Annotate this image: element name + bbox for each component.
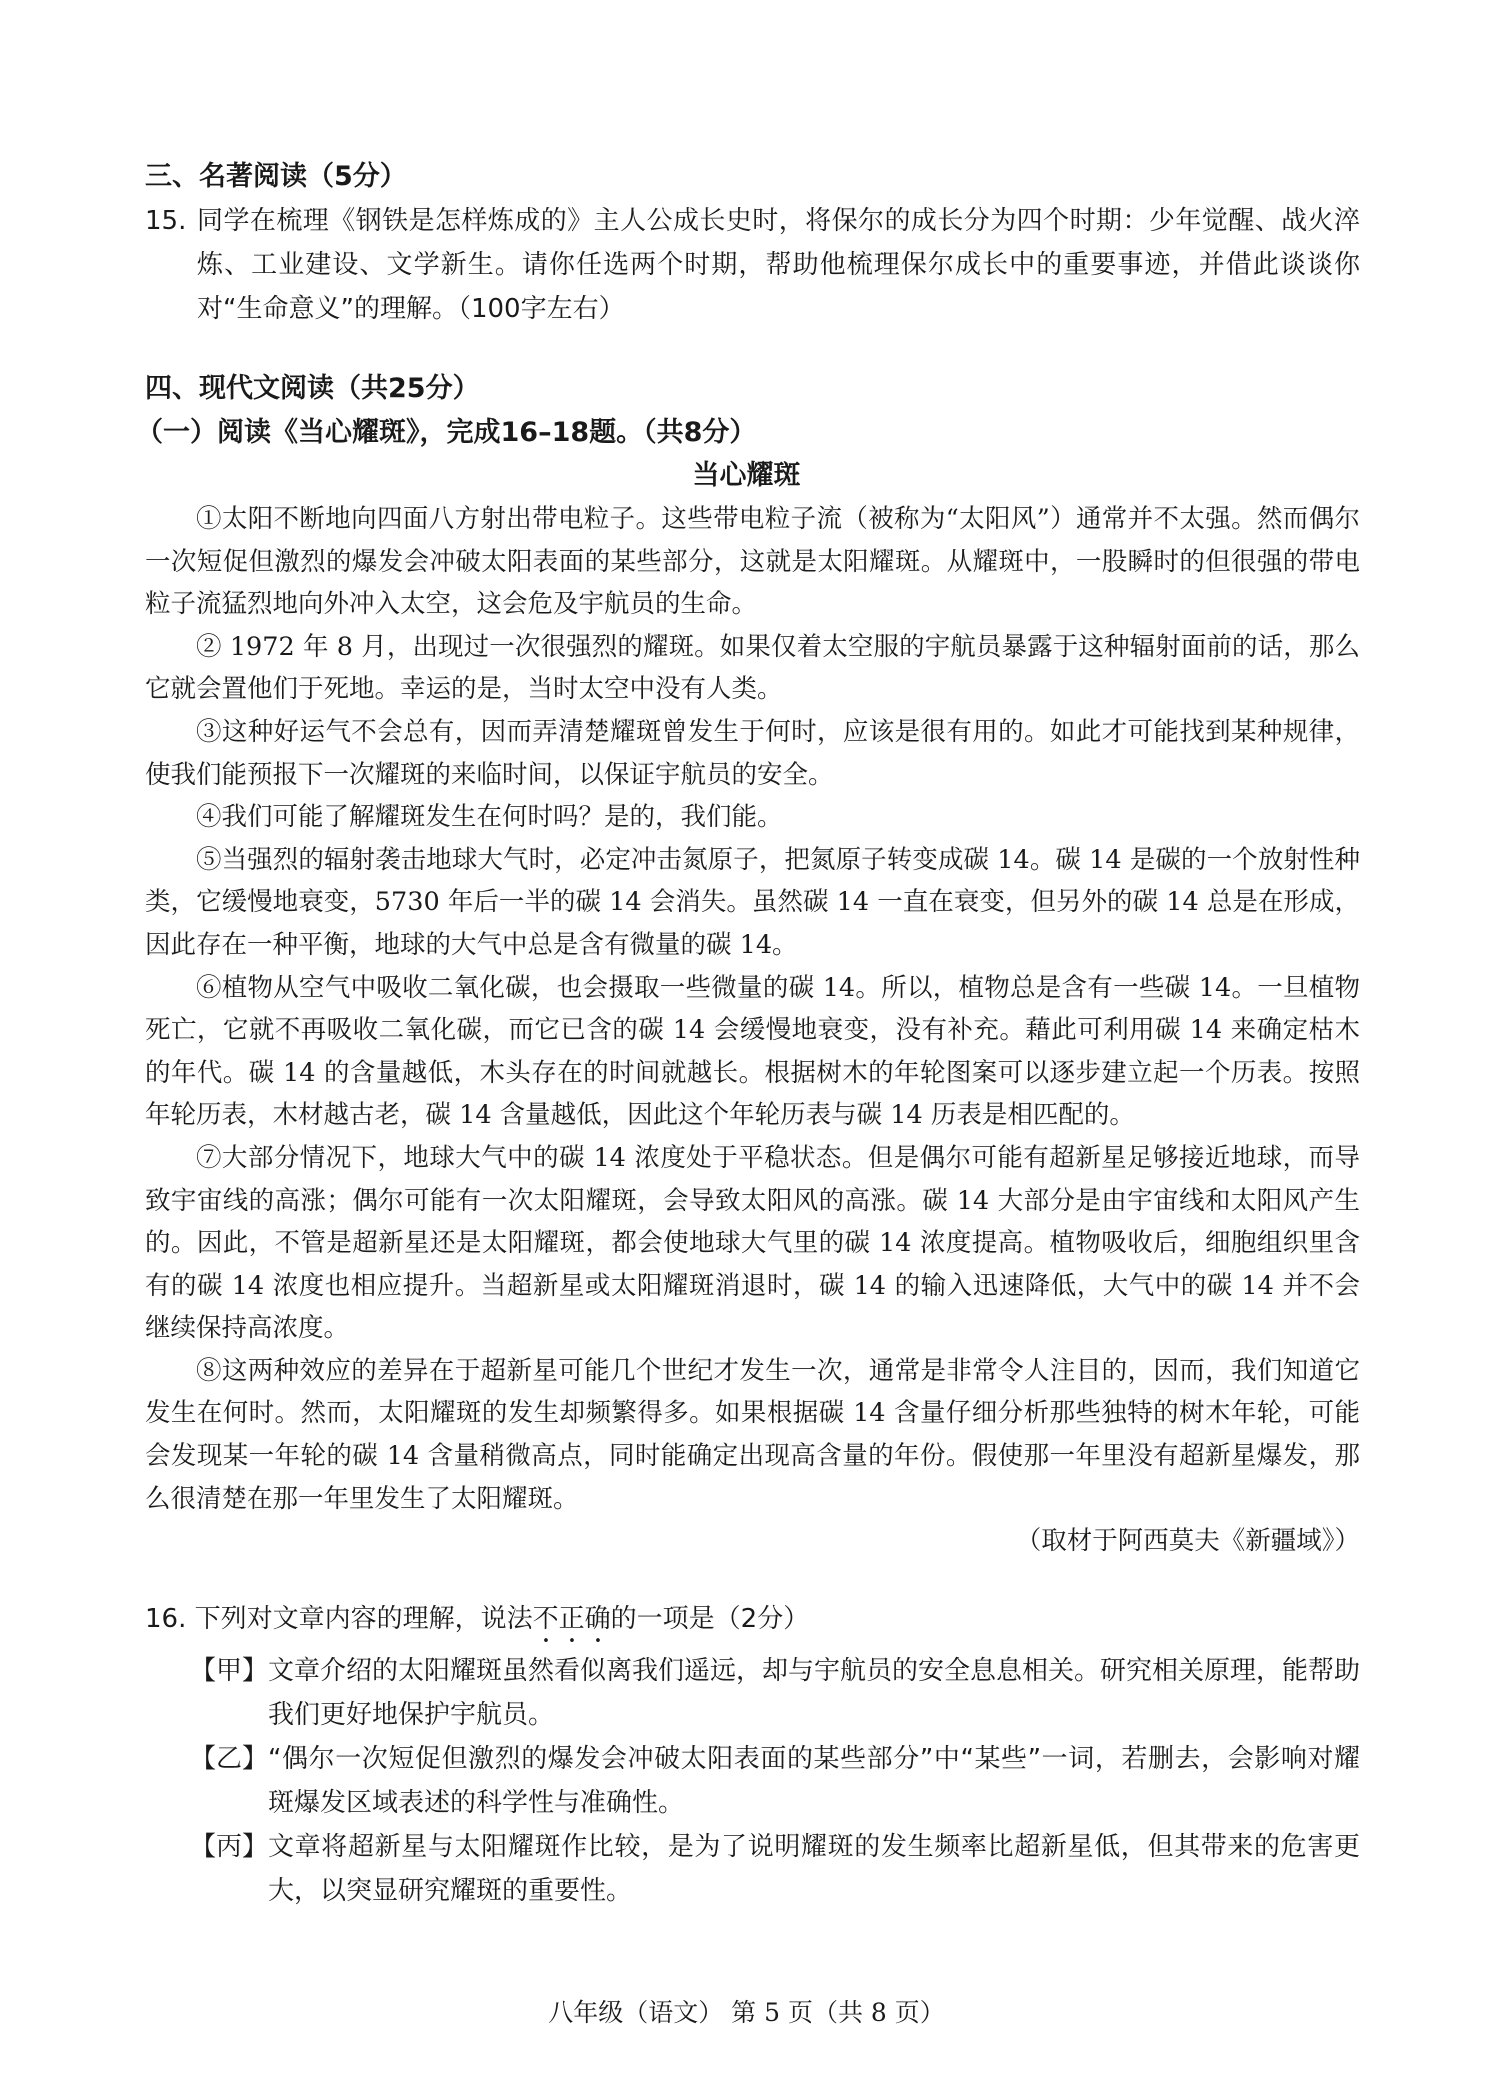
- question-16-stem-before: 下列对文章内容的理解，说法: [194, 1604, 533, 1634]
- option-jia: [190, 1649, 1360, 1737]
- section-4-heading: 四、现代文阅读（共25分）: [145, 373, 480, 404]
- question-15-number: 15.: [145, 206, 187, 236]
- option-jia-tag: 【甲】: [190, 1656, 269, 1686]
- question-16-number: 16.: [145, 1604, 187, 1634]
- option-bing-text: 文章将超新星与太阳耀斑作比较，是为了说明耀斑的发生频率比超新星低，但其带来的危害更大，以突显研究耀斑的重要性。: [268, 1832, 1360, 1906]
- article-paragraph-7: ⑦大部分情况下，地球大气中的碳 14 浓度处于平稳状态。但是偶尔可能有超新星足够接近地球，而导致宇宙线的高涨；偶尔可能有一次太阳耀斑，会导致太阳风的高涨。碳 14 大部分是由宇宙线和太阳风产生的。因此，不管是超新星还是太阳耀斑，都会使地球大气里的碳 14 浓度提高。植物吸收后，细胞组织里含有的碳 14 浓度也相应提升。当超新星或太阳耀斑消退时，碳 14 的输入迅速降低，大气中的碳 14 并不会继续保持高浓度。: [145, 1142, 1360, 1344]
- page-footer: 八年级（语文） 第 5 页（共 8 页）: [548, 1998, 945, 2027]
- option-yi-tag: 【乙】: [190, 1744, 269, 1774]
- article-source: （取材于阿西莫夫《新疆域》）: [1015, 1526, 1360, 1557]
- question-16-stem-after: 的一项是（2分）: [610, 1604, 810, 1634]
- article-title: 当心耀斑: [692, 460, 801, 491]
- option-yi-text: “偶尔一次短促但激烈的爆发会冲破太阳表面的某些部分”中“某些”一词，若删去，会影响对耀斑爆发区域表述的科学性与准确性。: [268, 1744, 1360, 1818]
- option-yi: [190, 1737, 1360, 1825]
- article-body: [145, 498, 1360, 1563]
- article-paragraph-1: ①太阳不断地向四面八方射出带电粒子。这些带电粒子流（被称为“太阳风”）通常并不太强。然而偶尔一次短促但激烈的爆发会冲破太阳表面的某些部分，这就是太阳耀斑。从耀斑中，一股瞬时的但很强的带电粒子流猛烈地向外冲入太空，这会危及宇航员的生命。: [145, 504, 1360, 620]
- question-15-text: 同学在梳理《钢铁是怎样炼成的》主人公成长史时，将保尔的成长分为四个时期：少年觉醒、战火淬炼、工业建设、文学新生。请你任选两个时期，帮助他梳理保尔成长中的重要事迹，并借此谈谈你对“生命意义”的理解。（100字左右）: [197, 206, 1360, 324]
- option-jia-text: 文章介绍的太阳耀斑虽然看似离我们遥远，却与宇航员的安全息息相关。研究相关原理，能帮助我们更好地保护宇航员。: [268, 1656, 1361, 1730]
- question-15: [145, 199, 1360, 331]
- article-paragraph-2: ② 1972 年 8 月，出现过一次很强烈的耀斑。如果仅着太空服的宇航员暴露于这种辐射面前的话，那么它就会置他们于死地。幸运的是，当时太空中没有人类。: [145, 631, 1360, 705]
- article-paragraph-8: ⑧这两种效应的差异在于超新星可能几个世纪才发生一次，通常是非常令人注目的，因而，我们知道它发生在何时。然而，太阳耀斑的发生却频繁得多。如果根据碳 14 含量仔细分析那些独特的树木年轮，可能会发现某一年轮的碳 14 含量稍微高点，同时能确定出现高含量的年份。假使那一年里没有超新星爆发，那么很清楚在那一年里发生了太阳耀斑。: [145, 1355, 1360, 1514]
- section-3-heading: 三、名著阅读（5分）: [145, 161, 407, 192]
- article-paragraph-4: ④我们可能了解耀斑发生在何时吗？是的，我们能。: [196, 802, 783, 833]
- question-16-stem-emphasis: 不正确: [532, 1604, 611, 1634]
- article-paragraph-5: ⑤当强烈的辐射袭击地球大气时，必定冲击氮原子，把氮原子转变成碳 14。碳 14 是碳的一个放射性种类，它缓慢地衰变，5730 年后一半的碳 14 会消失。虽然碳 14 一直在衰变，但另外的碳 14 总是在形成，因此存在一种平衡，地球的大气中总是含有微量的碳 14。: [145, 844, 1360, 960]
- article-paragraph-3: ③这种好运气不会总有，因而弄清楚耀斑曾发生于何时，应该是很有用的。如此才可能找到某种规律，使我们能预报下一次耀斑的来临时间，以保证宇航员的安全。: [145, 716, 1360, 790]
- part-1-heading: （一）阅读《当心耀斑》，完成16–18题。（共8分）: [136, 417, 757, 448]
- article-paragraph-6: ⑥植物从空气中吸收二氧化碳，也会摄取一些微量的碳 14。所以，植物总是含有一些碳 14。一旦植物死亡，它就不再吸收二氧化碳，而它已含的碳 14 会缓慢地衰变，没有补充。藉此可利用碳 14 来确定枯木的年代。碳 14 的含量越低，木头存在的时间就越长。根据树木的年轮图案可以逐步建立起一个历表。按照年轮历表，木材越古老，碳 14 含量越低，因此这个年轮历表与碳 14 历表是相匹配的。: [145, 972, 1360, 1131]
- option-bing-tag: 【丙】: [190, 1832, 269, 1862]
- question-16: [145, 1597, 1360, 1913]
- option-bing: [190, 1825, 1360, 1913]
- question-16-stem: [145, 1597, 1360, 1649]
